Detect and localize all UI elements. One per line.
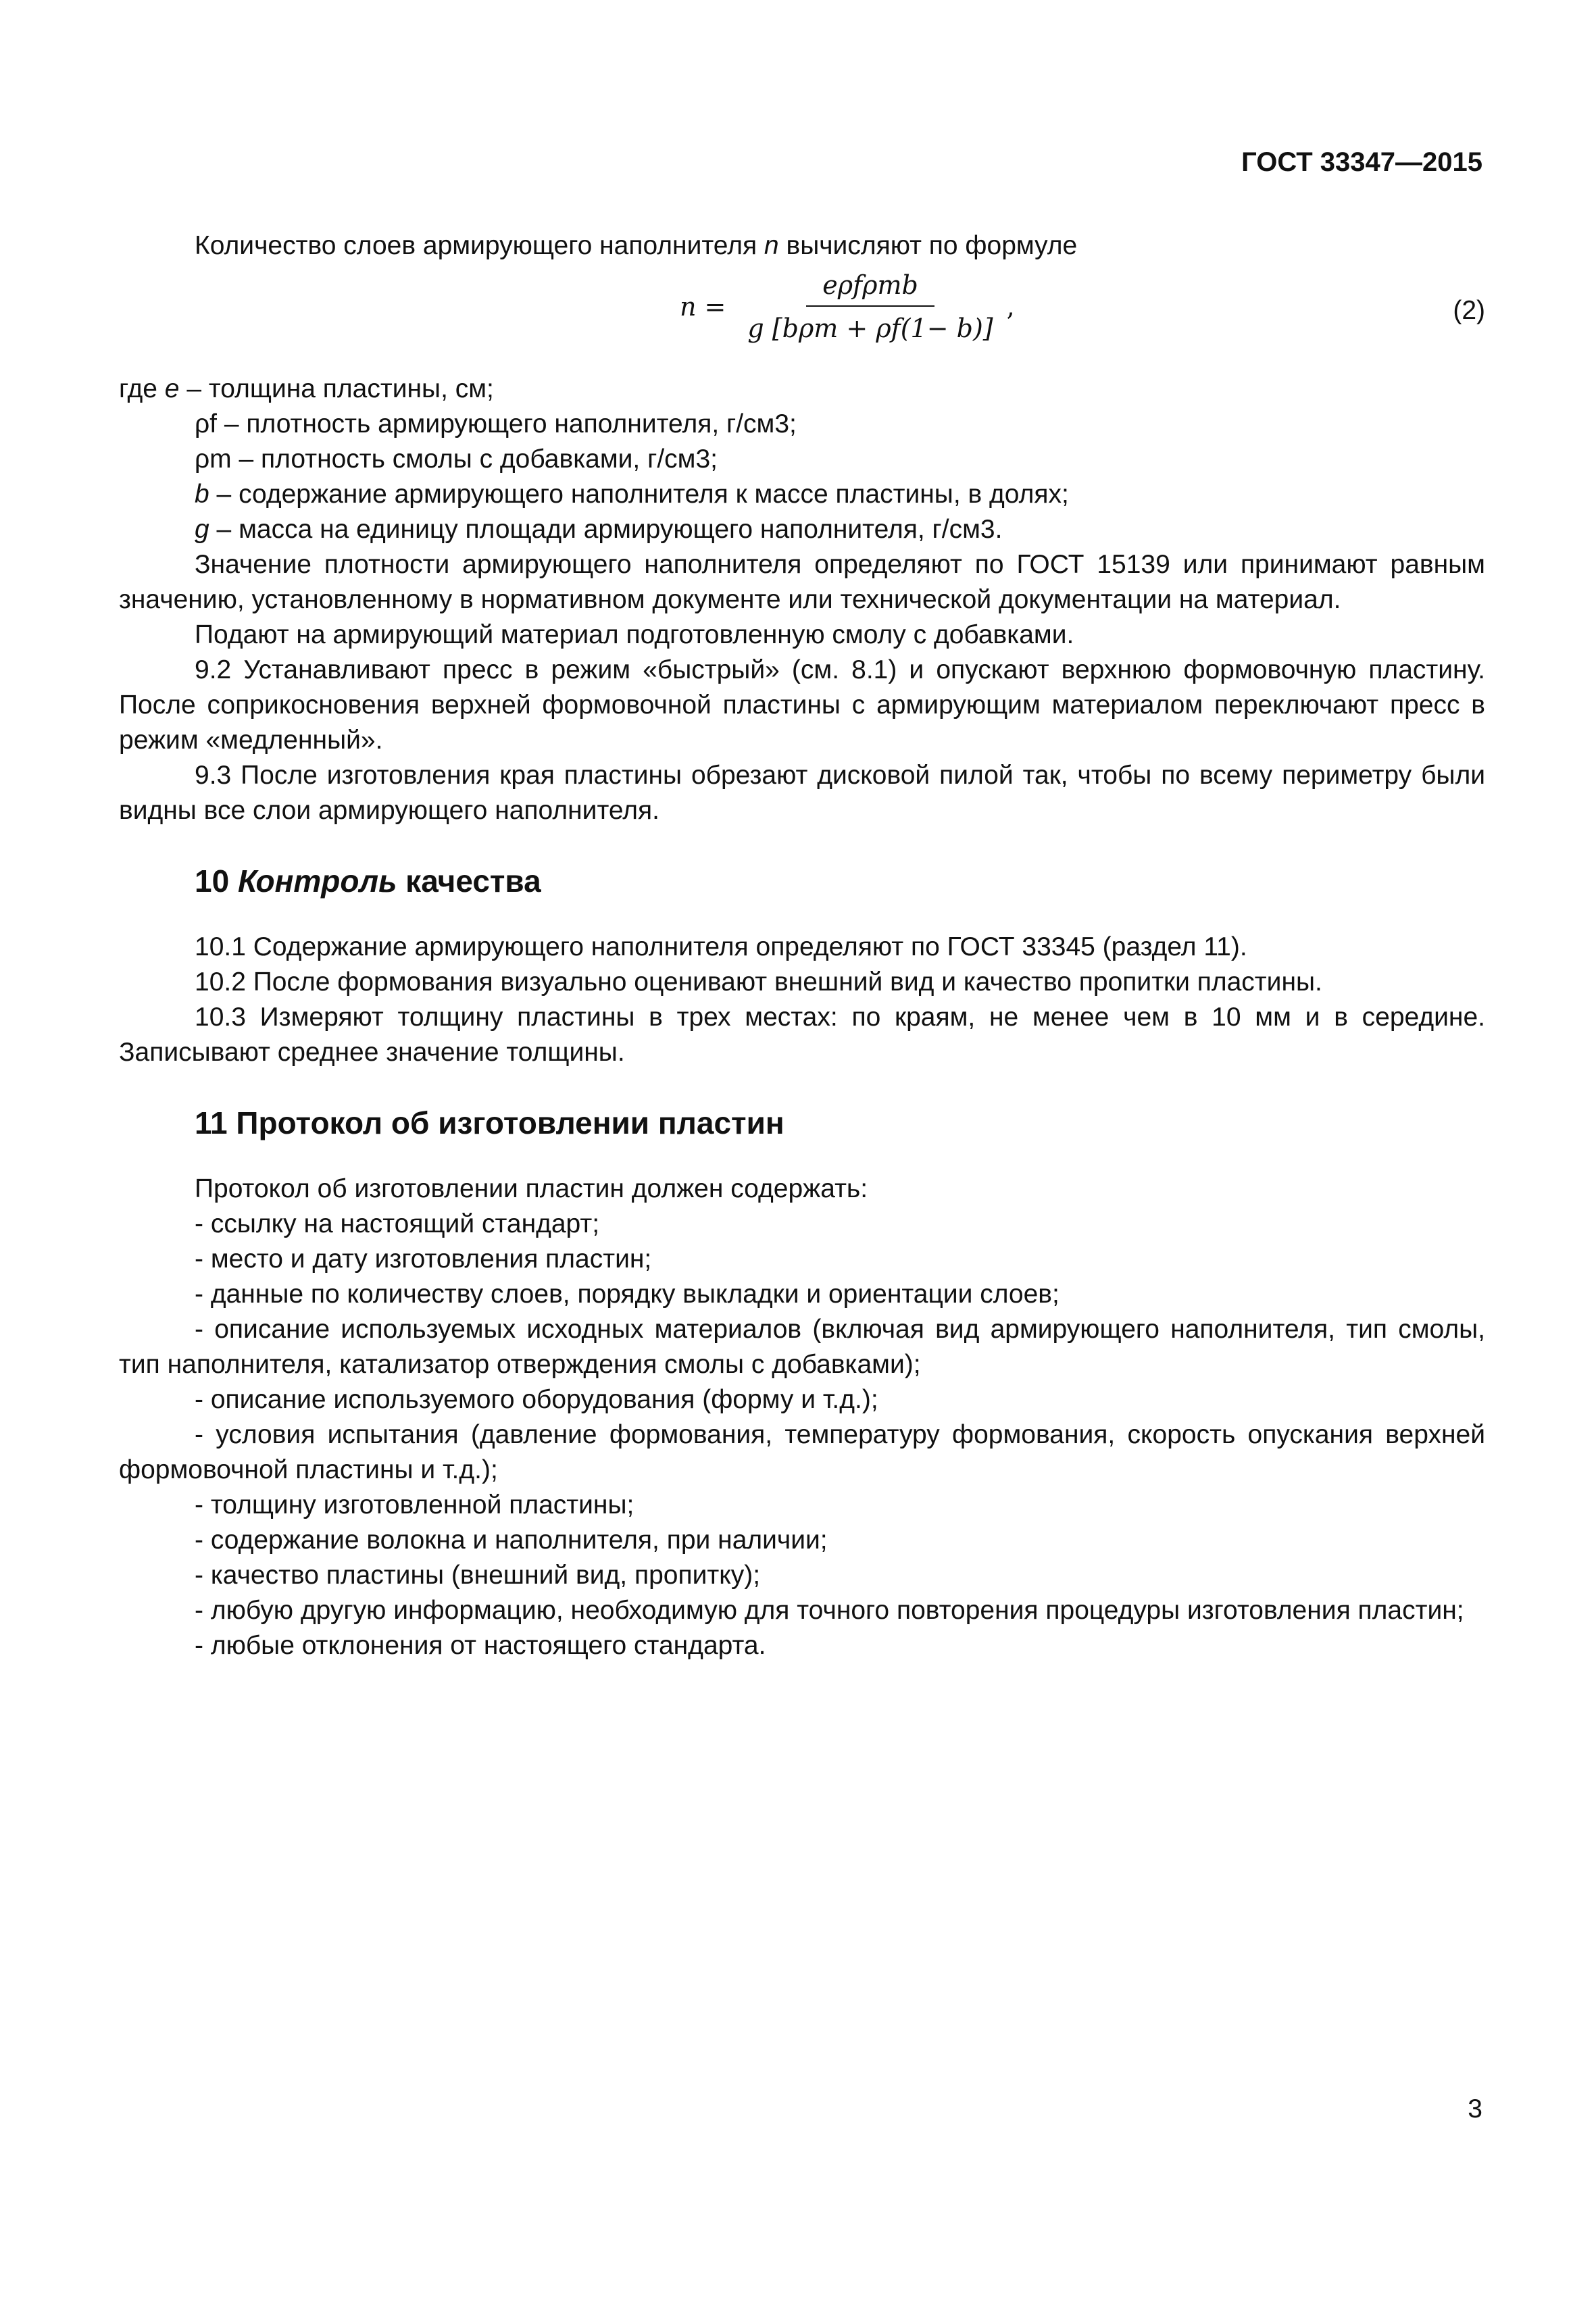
formula-fraction	[741, 268, 999, 346]
paragraph-9-2: 9.2 Устанавливают пресс в режим «быстрый» (см. 8.1) и опускают верхнюю формовочную пластину. После соприкосновения верхней формовочной пластины с армирующим материалом переключают пресс в режим «медленный».	[119, 655, 1485, 755]
where-line-rho-m: ρm – плотность смолы с добавками, г/см3;	[195, 445, 718, 474]
paragraph-9-3: 9.3 После изготовления края пластины обрезают дисковой пилой так, чтобы по всему периметру были видны все слои армирующего наполнителя.	[119, 761, 1485, 825]
document-header: ГОСТ 33347—2015	[1241, 147, 1482, 177]
page-number: 3	[1468, 2094, 1482, 2123]
where-line-rho-f: ρf – плотность армирующего наполнителя, г/см3;	[195, 409, 797, 438]
formula-intro: Количество слоев армирующего наполнителя n вычисляют по формуле	[195, 231, 1078, 260]
formula-numerator: eρfρmb	[806, 268, 934, 307]
where-line-e: где e – толщина пластины, см;	[119, 374, 494, 403]
paragraph-10-3: 10.3 Измеряют толщину пластины в трех местах: по краям, не менее чем в 10 мм и в середине. Записывают среднее значение толщины.	[119, 1003, 1485, 1067]
document-body	[119, 228, 1485, 1663]
protocol-item: - толщину изготовленной пластины;	[195, 1490, 634, 1519]
formula-2	[119, 268, 1485, 362]
protocol-item: - данные по количеству слоев, порядку выкладки и ориентации слоев;	[195, 1280, 1059, 1309]
formula-lhs: n =	[680, 292, 726, 322]
symbol-rho-m: ρm	[195, 445, 232, 474]
paragraph-density: Значение плотности армирующего наполнителя определяют по ГОСТ 15139 или принимают равным значению, установленному в нормативном документе или технической документации на материал.	[119, 550, 1485, 614]
protocol-item: - любую другую информацию, необходимую для точного повторения процедуры изготовления пластин;	[195, 1596, 1464, 1625]
symbol-b: b	[195, 480, 209, 509]
paragraph-10-2: 10.2 После формования визуально оценивают внешний вид и качество пропитки пластины.	[195, 967, 1322, 997]
protocol-item: - место и дату изготовления пластин;	[195, 1244, 652, 1274]
section-11-heading: 11 Протокол об изготовлении пластин	[195, 1105, 784, 1140]
paragraph-resin: Подают на армирующий материал подготовленную смолу с добавками.	[195, 620, 1074, 649]
symbol-e: e	[164, 374, 180, 403]
protocol-item: - любые отклонения от настоящего стандарта.	[195, 1631, 766, 1660]
formula-expression	[680, 268, 1015, 346]
formula-denominator: g [bρm + ρf(1− b)]	[747, 313, 993, 343]
formula-trail: ,	[1006, 292, 1015, 322]
where-line-b: b – содержание армирующего наполнителя к массе пластины, в долях;	[195, 480, 1069, 509]
symbol-rho-f: ρf	[195, 409, 218, 438]
where-line-g: g – масса на единицу площади армирующего наполнителя, г/см3.	[195, 515, 1003, 544]
protocol-item: - описание используемых исходных материалов (включая вид армирующего наполнителя, тип смолы, тип наполнителя, катализатор отверждения смолы с добавками);	[119, 1315, 1485, 1379]
paragraph-10-1: 10.1 Содержание армирующего наполнителя определяют по ГОСТ 33345 (раздел 11).	[195, 932, 1247, 961]
symbol-g: g	[195, 515, 209, 544]
protocol-item: - ссылку на настоящий стандарт;	[195, 1209, 600, 1238]
protocol-item: - содержание волокна и наполнителя, при наличии;	[195, 1526, 828, 1555]
section-10-heading: 10 Контроль качества	[195, 863, 541, 899]
protocol-intro: Протокол об изготовлении пластин должен содержать:	[195, 1174, 868, 1203]
protocol-item: - качество пластины (внешний вид, пропитку);	[195, 1561, 761, 1590]
protocol-item: - описание используемого оборудования (форму и т.д.);	[195, 1385, 878, 1414]
protocol-item: - условия испытания (давление формования, температуру формования, скорость опускания верхней формовочной пластины и т.д.);	[119, 1420, 1485, 1484]
equation-number: (2)	[1453, 296, 1485, 325]
